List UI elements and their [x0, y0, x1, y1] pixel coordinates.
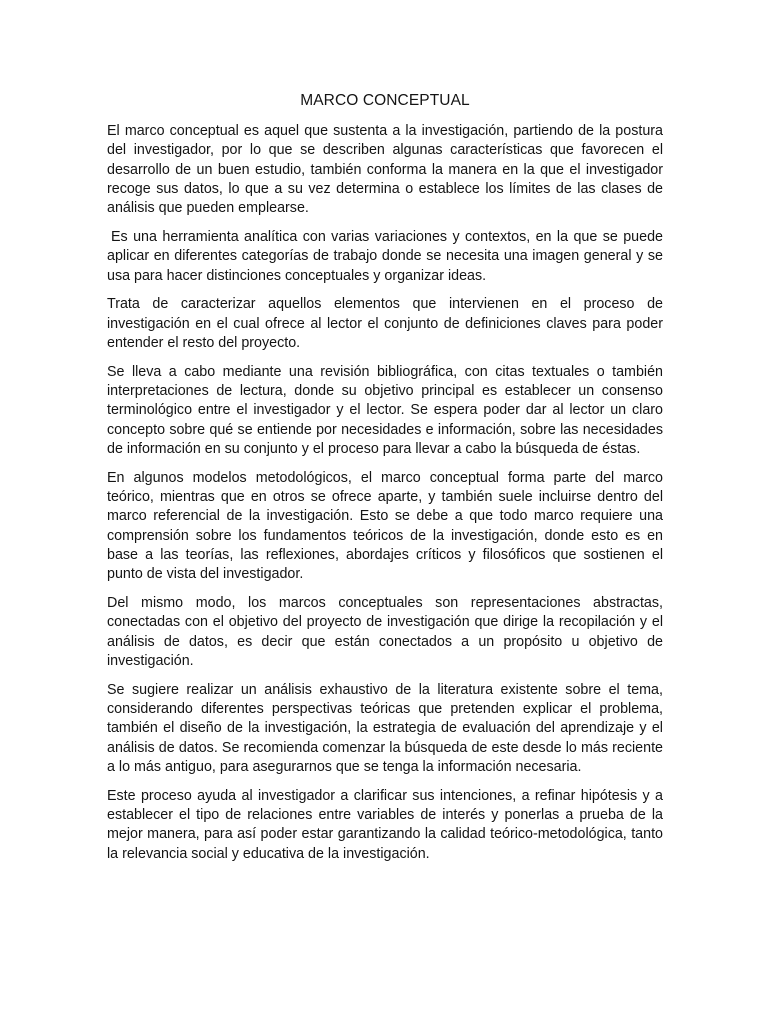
paragraph-8: Este proceso ayuda al investigador a clarificar sus intenciones, a refinar hipótesis y a establecer el tipo de relaciones entre variables de interés y ponerlas a prueba de la mejor manera, para así poder estar garantizando la calidad teórico-metodológica, tanto la relevancia social y educativa de la investigación.: [107, 787, 663, 862]
paragraph-1: El marco conceptual es aquel que sustenta a la investigación, partiendo de la postura del investigador, por lo que se describen algunas características que favorecen el desarrollo de un buen estudio, también conforma la manera en la que el investigador recoge sus datos, lo que a su vez determina o establece los límites de las clases de análisis que pueden emplearse.: [107, 123, 663, 217]
paragraph-4: Se lleva a cabo mediante una revisión bibliográfica, con citas textuales o también interpretaciones de lectura, donde su objetivo principal es establecer un consenso terminológico entre el investigador y el lector. Se espera poder dar al lector un claro concepto sobre qué se entiende por necesidades e información, sobre las necesidades de información en su conjunto y el proceso para llevar a cabo la búsqueda de éstas.: [107, 363, 663, 457]
document-title: MARCO CONCEPTUAL: [300, 92, 470, 109]
paragraph-7: Se sugiere realizar un análisis exhaustivo de la literatura existente sobre el tema, considerando diferentes perspectivas teóricas que pretenden explicar el problema, también el diseño de la investigación, la estrategia de evaluación del aprendizaje y el análisis de datos. Se recomienda comenzar la búsqueda de este desde lo más reciente a lo más antiguo, para asegurarnos que se tenga la información necesaria.: [107, 681, 663, 775]
paragraph-6: Del mismo modo, los marcos conceptuales son representaciones abstractas, conectadas con el objetivo del proyecto de investigación que dirige la recopilación y el análisis de datos, es decir que están conectados a un propósito u objetivo de investigación.: [107, 595, 663, 669]
document-page: [107, 90, 663, 873]
paragraph-5: En algunos modelos metodológicos, el marco conceptual forma parte del marco teórico, mientras que en otros se ofrece aparte, y también suele incluirse dentro del marco referencial de la investigación. Esto se debe a que todo marco requiere una comprensión sobre los fundamentos teóricos de la investigación, donde esto es en base a las teorías, las reflexiones, abordajes críticos y filosóficos que sostienen el punto de vista del investigador.: [107, 469, 663, 583]
paragraph-3: Trata de caracterizar aquellos elementos que intervienen en el proceso de investigación en el cual ofrece al lector el conjunto de definiciones claves para poder entender el resto del proyecto.: [107, 296, 663, 351]
paragraph-2: Es una herramienta analítica con varias variaciones y contextos, en la que se puede aplicar en diferentes categorías de trabajo donde se necesita una imagen general y se usa para hacer distinciones conceptuales y organizar ideas.: [107, 228, 663, 284]
